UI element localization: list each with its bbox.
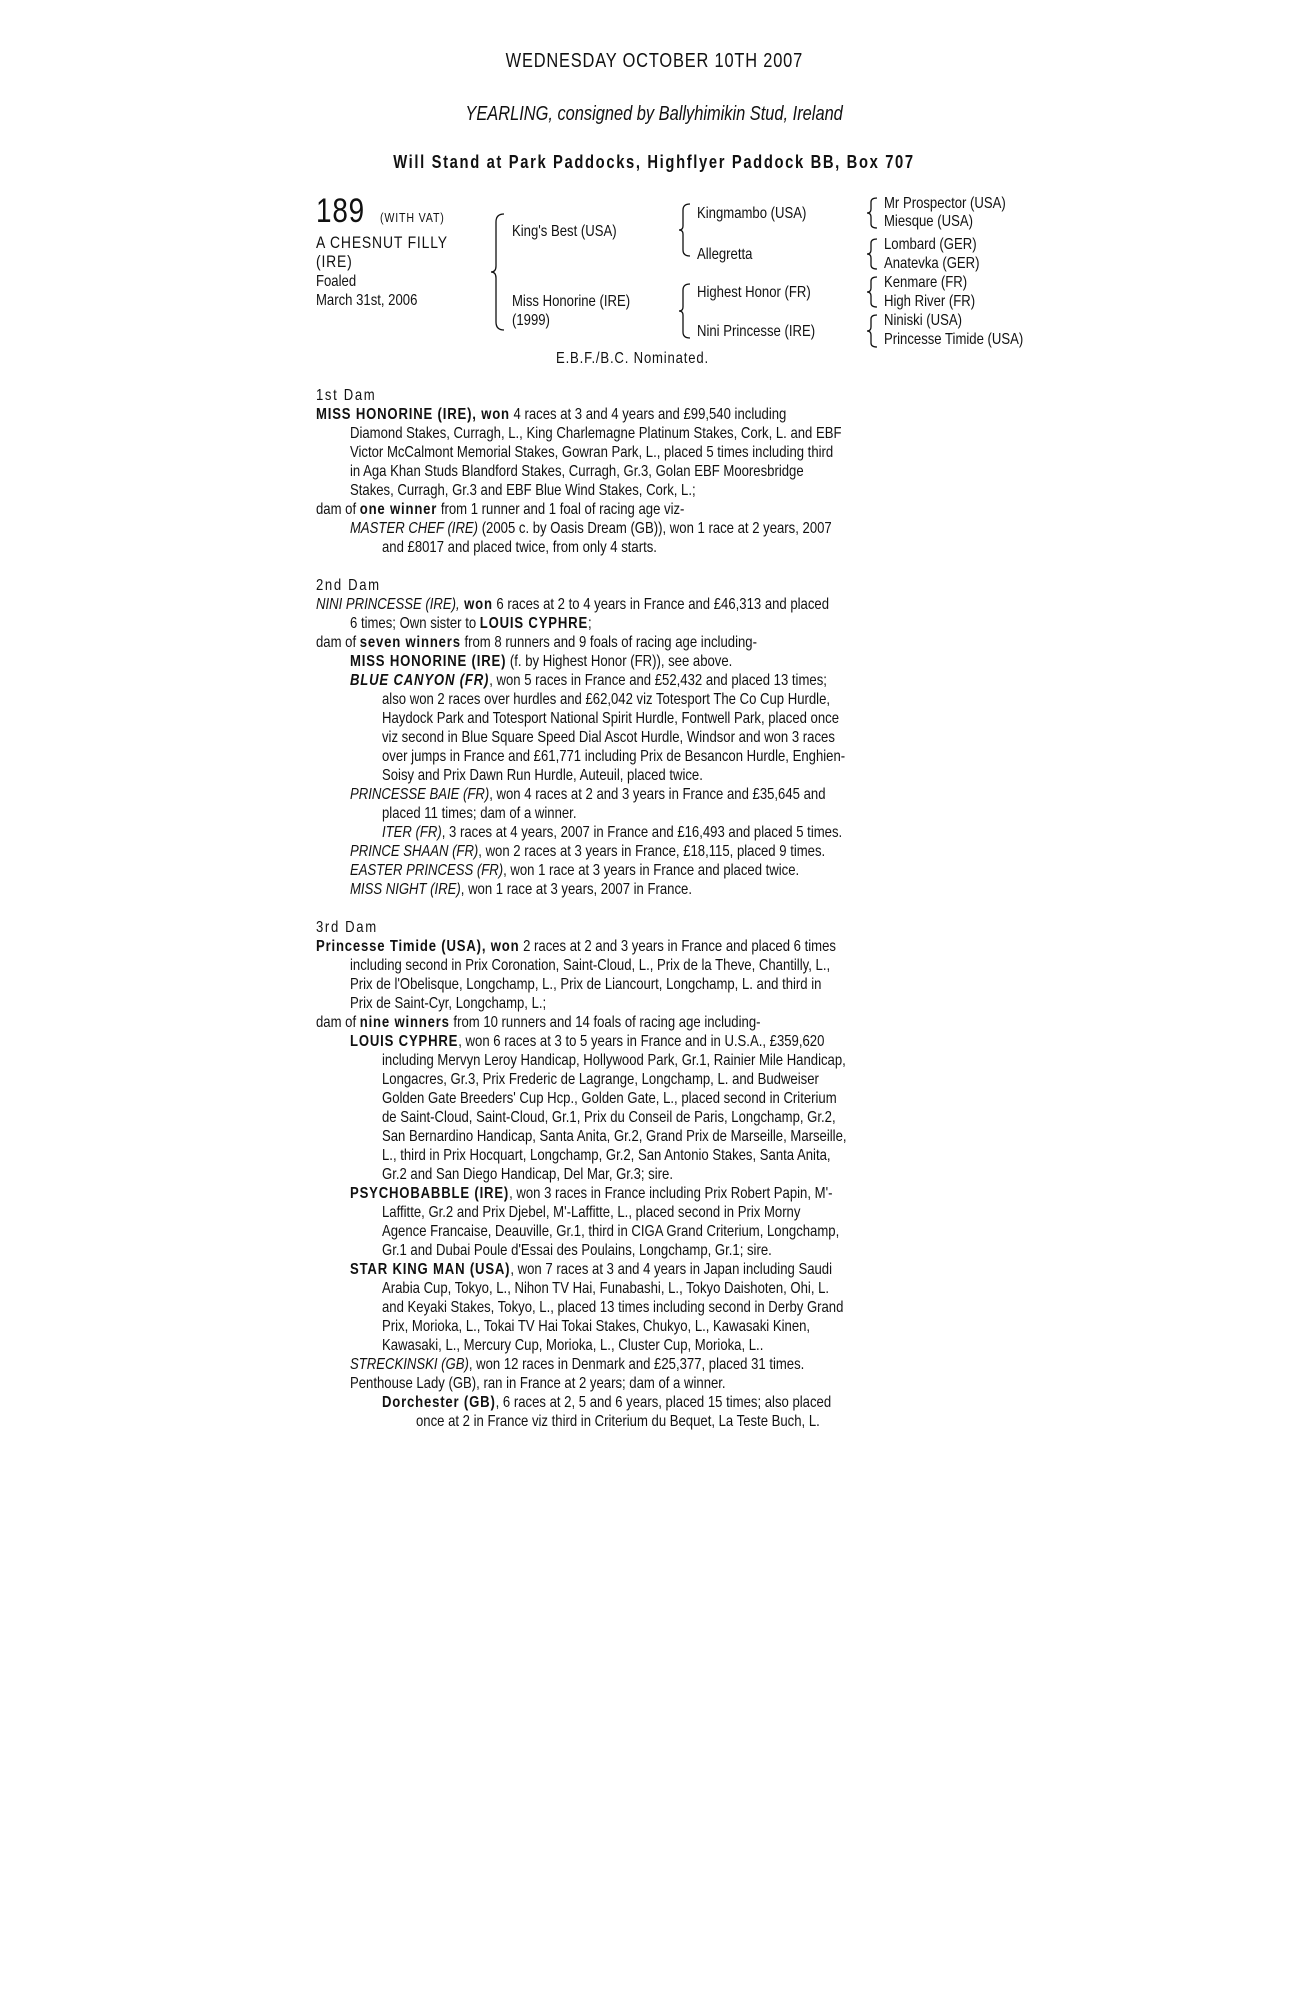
pedigree-brace-main [490, 212, 510, 332]
first-dam-section: 1st Dam MISS HONORINE (IRE), won 4 races at 3 and 4 years and £99,540 including Diamond Stakes, Curragh, L., King Charlemagne Platinum Stakes, Cork, L. and EBF Victor McCalmont Memorial Stakes, Gowran Park, L., placed 5 times including third in Aga Khan Studs Blandford Stakes, Curragh, Gr.3, Golan EBF Mooresbridge Stakes, Curragh, Gr.3 and EBF Blue Wind Stakes, Cork, L.; dam of one winner from 1 runner and 1 foal of racing age viz- MASTER CHEF (IRE) (2005 c. by Oasis Dream (GB)), won 1 race at 2 years, 2007 and £8017 and placed twice, from only 4 starts. [316, 386, 1016, 557]
produce-name: EASTER PRINCESS (FR) [350, 862, 504, 879]
nomination-note: E.B.F./B.C. Nominated. [556, 350, 709, 367]
consignment-line: YEARLING, consigned by Ballyhimikin Stud, Ireland [465, 103, 843, 125]
third-dam-section: 3rd Dam Princesse Timide (USA), won 2 races at 2 and 3 years in France and placed 6 times including second in Prix Coronation, Saint-Cloud, L., Prix de la Theve, Chantilly, L., Prix de l'Obelisque, Longchamp, L., Prix de Liancourt, Longchamp, L. and third in Prix de Saint-Cyr, Longchamp, L.; dam of nine winners from 10 runners and 14 foals of racing age including- LOUIS CYPHRE, won 6 races at 3 to 5 years in France and in U.S.A., £359,620 including Mervyn Leroy Handicap, Hollywood Park, Gr.1, Rainier Mile Handicap, Longacres, Gr.3, Prix Frederic de Lagrange, Longchamp, L. and Budweiser Golden Gate Breeders' Cup Hcp., Golden Gate, L., placed second in Criterium de Saint-Cloud, Saint-Cloud, Gr.1, Prix du Conseil de Paris, Longchamp, Gr.2, San Bernardino Handicap, Santa Anita, Gr.2, Grand Prix de Marseille, Marseille, L., third in Prix Hocquart, Longchamp, Gr.2, San Antonio Stakes, Santa Anita, Gr.2 and San Diego Handicap, Del Mar, Gr.3; sire. PSYCHOBABBLE (IRE), won 3 races in France including Prix Robert Papin, M'- Laffitte, Gr.2 and Prix Djebel, M'-Laffitte, L., placed second in Prix Morny Agence Francaise, Deauville, Gr.1, third in CIGA Grand Criterium, Longchamp, Gr.1 and Dubai Poule d'Essai des Poulains, Longchamp, Gr.1; sire. STAR KING MAN (USA), won 7 races at 3 and 4 years in Japan including Saudi Arabia Cup, Tokyo, L., Nihon TV Hai, Funabashi, L., Tokyo Daishoten, Ohi, L. and Keyaki Stakes, Tokyo, L., placed 13 times including second in Derby Grand Prix, Morioka, L., Tokai TV Hai Tokai Stakes, Chukyo, L., Kawasaki Kinen, Kawasaki, L., Mercury Cup, Morioka, L., Cluster Cup, Morioka, L.. STRECKINSKI (GB), won 12 races in Denmark and £25,377, placed 31 times. Penthouse Lady (GB), ran in France at 2 years; dam of a winner. Dorchester (GB), 6 races at 2, 5 and 6 years, placed 15 times; also placed once at 2 in France viz third in Criterium du Bequet, La Teste Buch, L. [316, 918, 1016, 1431]
pedigree-sds: Lombard (GER) [884, 236, 977, 253]
pedigree-dss: Kenmare (FR) [884, 274, 968, 291]
pedigree-sire: King's Best (USA) [512, 223, 617, 240]
produce-name: Dorchester (GB) [382, 1394, 496, 1411]
pedigree-dam: Miss Honorine (IRE) (1999) [512, 293, 631, 329]
lot-vat-note: (WITH VAT) [380, 210, 445, 225]
second-dam-section: 2nd Dam NINI PRINCESSE (IRE), won 6 races at 2 to 4 years in France and £46,313 and placed 6 times; Own sister to LOUIS CYPHRE; dam of seven winners from 8 runners and 9 foals of racing age including- MISS HONORINE (IRE) (f. by Highest Honor (FR)), see above. BLUE CANYON (FR), won 5 races in France and £52,432 and placed 13 times; also won 2 races over hurdles and £62,042 viz Totesport The Co Cup Hurdle, Haydock Park and Totesport National Spirit Hurdle, Fontwell Park, placed once viz second in Blue Square Speed Dial Ascot Hurdle, Windsor and won 3 races over jumps in France and £61,771 including Prix de Besancon Hurdle, Enghien- Soisy and Prix Dawn Run Hurdle, Auteuil, placed twice. PRINCESSE BAIE (FR), won 4 races at 2 and 3 years in France and £35,645 and placed 11 times; dam of a winner. ITER (FR), 3 races at 4 years, 2007 in France and £16,493 and placed 5 times. PRINCE SHAAN (FR), won 2 races at 3 years in France, £18,115, placed 9 times. EASTER PRINCESS (FR), won 1 race at 3 years in France and placed twice. MISS NIGHT (IRE), won 1 race at 3 years, 2007 in France. [316, 576, 1016, 899]
produce-name: PSYCHOBABBLE (IRE) [350, 1185, 510, 1202]
pedigree-dam-sire: Highest Honor (FR) [697, 284, 811, 301]
pedigree-brace-sd [866, 237, 880, 271]
produce-name: LOUIS CYPHRE [350, 1033, 459, 1050]
first-dam-heading: 1st Dam [316, 387, 377, 404]
produce-name: STAR KING MAN (USA) [350, 1261, 511, 1278]
lot-number: 189 [316, 192, 365, 230]
pedigree-sire-sire: Kingmambo (USA) [697, 205, 807, 222]
pedigree-dsd: High River (FR) [884, 293, 976, 310]
pedigree-ssd: Miesque (USA) [884, 213, 973, 230]
third-dam-heading: 3rd Dam [316, 919, 378, 936]
produce-name: PRINCESSE BAIE (FR) [350, 786, 490, 803]
pedigree-brace-ss [866, 196, 880, 230]
dam-produce-record [316, 386, 1016, 1431]
produce-name: BLUE CANYON (FR) [350, 672, 490, 689]
produce-name: STRECKINSKI (GB) [350, 1356, 469, 1373]
stand-location: Will Stand at Park Paddocks, Highflyer Paddock BB, Box 707 [393, 152, 915, 172]
pedigree-brace-dam [678, 282, 694, 340]
pedigree-brace-dd [866, 313, 880, 349]
pedigree-sss: Mr Prospector (USA) [884, 195, 1006, 212]
produce-name: ITER (FR) [382, 824, 442, 841]
first-dam-name: MISS HONORINE (IRE), won [316, 406, 510, 423]
pedigree-dds: Niniski (USA) [884, 312, 963, 329]
produce-name: MASTER CHEF (IRE) [350, 520, 479, 537]
pedigree-brace-ds [866, 275, 880, 309]
second-dam-name: NINI PRINCESSE (IRE), [316, 596, 460, 613]
third-dam-name: Princesse Timide (USA), won [316, 938, 520, 955]
produce-name: MISS HONORINE (IRE) [350, 653, 507, 670]
pedigree-ddd: Princesse Timide (USA) [884, 331, 1024, 348]
produce-name: PRINCE SHAAN (FR) [350, 843, 479, 860]
pedigree-dam-dam: Nini Princesse (IRE) [697, 323, 816, 340]
pedigree-brace-sire [678, 202, 694, 258]
pedigree-sire-dam: Allegretta [697, 246, 753, 263]
produce-name: MISS NIGHT (IRE) [350, 881, 461, 898]
pedigree-sdd: Anatevka (GER) [884, 255, 980, 272]
second-dam-heading: 2nd Dam [316, 577, 381, 594]
lot-foaled: Foaled March 31st, 2006 [316, 273, 418, 309]
sale-date: WEDNESDAY OCTOBER 10TH 2007 [505, 50, 803, 72]
lot-description: A CHESNUT FILLY (IRE) [316, 233, 448, 271]
